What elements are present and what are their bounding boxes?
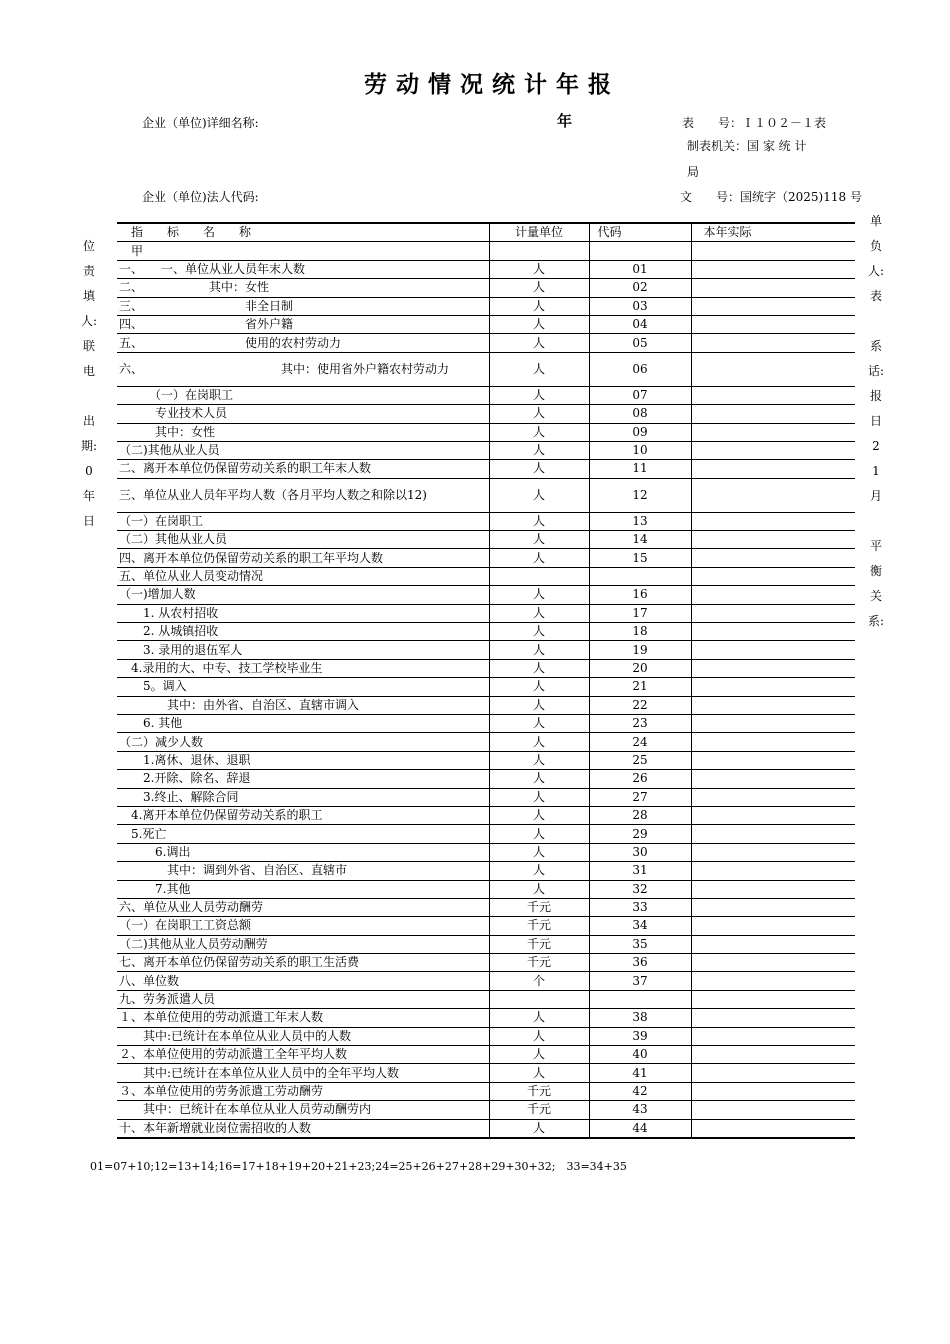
unit-cell: 人 [489,423,589,441]
actual-value-cell[interactable] [691,315,855,333]
indicator-name: 三、单位从业人员年平均人数（各月平均人数之和除以12) [117,478,489,512]
actual-value-cell[interactable] [691,260,855,278]
table-row [117,549,855,567]
actual-value-cell[interactable] [691,297,855,315]
left-margin-char: 填 [82,289,95,303]
indicator-name: 七、离开本单位仍保留劳动关系的职工生活费 [117,954,489,972]
actual-value-cell[interactable] [691,770,855,788]
code-cell: 41 [589,1064,691,1082]
actual-value-cell[interactable] [691,917,855,935]
table-row [117,604,855,622]
code-cell: 19 [589,641,691,659]
code-cell: 42 [589,1082,691,1100]
table-row [117,315,855,333]
actual-value-cell[interactable] [691,714,855,732]
unit-cell: 人 [489,751,589,769]
code-cell: 08 [589,405,691,423]
code-cell: 27 [589,788,691,806]
code-cell: 22 [589,696,691,714]
table-row [117,423,855,441]
actual-value-cell[interactable] [691,751,855,769]
actual-value-cell[interactable] [691,1064,855,1082]
unit-cell: 人 [489,531,589,549]
indicator-name: 二、离开本单位仍保留劳动关系的职工年末人数 [117,460,489,478]
unit-cell: 人 [489,1027,589,1045]
indicator-name: 5.死亡 [117,825,489,843]
code-cell: 02 [589,279,691,297]
code-cell: 04 [589,315,691,333]
table-row [117,1064,855,1082]
left-margin-column [77,234,101,534]
code-cell: 25 [589,751,691,769]
actual-value-cell[interactable] [691,1101,855,1119]
actual-value-cell[interactable] [691,549,855,567]
actual-value-cell[interactable] [691,862,855,880]
table-row [117,917,855,935]
actual-value-cell[interactable] [691,990,855,1008]
right-margin-char: 1 [872,464,880,478]
balance-formula: 01=07+10;12=13+14;16=17+18+19+20+21+23;24=25+26+27+28+29+30+32; 33=34+35 [90,1160,627,1173]
right-margin-char: 2 [872,439,880,453]
actual-value-cell[interactable] [691,898,855,916]
indicator-name: 专业技术人员 [117,405,489,423]
left-margin-char: 年 [82,489,95,503]
unit-cell: 人 [489,862,589,880]
unit-cell: 人 [489,696,589,714]
authority-label: 制表机关：国 家 统 计 [687,139,807,153]
code-cell: 15 [589,549,691,567]
actual-value-cell[interactable] [691,567,855,585]
actual-value-cell[interactable] [691,1119,855,1138]
code-cell: 06 [589,352,691,386]
indicator-name: 4.录用的大、中专、技工学校毕业生 [117,659,489,677]
unit-cell: 人 [489,825,589,843]
right-margin-char [864,309,888,334]
column-header-code: 代码 [589,223,691,242]
table-row [117,990,855,1008]
indicator-name: 4.离开本单位仍保留劳动关系的职工 [117,806,489,824]
table-row [117,806,855,824]
table-row [117,1082,855,1100]
unit-cell: 人 [489,1046,589,1064]
right-margin-char: 话: [867,364,885,378]
right-margin-char [864,509,888,534]
actual-value-cell[interactable] [691,1027,855,1045]
actual-value-cell[interactable] [691,441,855,459]
table-row [117,696,855,714]
indicator-name: （二）其他从业人员 [117,531,489,549]
unit-cell: 人 [489,788,589,806]
indicator-name: 十、本年新增就业岗位需招收的人数 [117,1119,489,1138]
table-row [117,825,855,843]
code-cell: 40 [589,1046,691,1064]
indicator-name: ３、本单位使用的劳务派遣工劳动酬劳 [117,1082,489,1100]
table-row [117,862,855,880]
code-cell: 21 [589,678,691,696]
actual-value-cell[interactable] [691,733,855,751]
indicator-name: 其中：已统计在本单位从业人员劳动酬劳内 [117,1101,489,1119]
column-header-name: 指 标 名 称 [117,223,489,242]
indicator-name: （一）在岗职工 [117,386,489,404]
unit-cell: 人 [489,260,589,278]
unit-cell: 千元 [489,954,589,972]
table-row [117,478,855,512]
indicator-name: 3. 录用的退伍军人 [117,641,489,659]
table-row [117,733,855,751]
unit-cell: 千元 [489,1082,589,1100]
table-row [117,880,855,898]
code-cell: 36 [589,954,691,972]
unit-cell: 人 [489,623,589,641]
table-row [117,1027,855,1045]
actual-value-cell[interactable] [691,512,855,530]
unit-cell: 人 [489,1009,589,1027]
indicator-name: 四、离开本单位仍保留劳动关系的职工年平均人数 [117,549,489,567]
indicator-name: 7.其他 [117,880,489,898]
code-cell: 44 [589,1119,691,1138]
indicator-name: 二、 其中：女性 [117,279,489,297]
actual-value-cell[interactable] [691,478,855,512]
right-margin-char: 月 [869,489,882,503]
table-row [117,512,855,530]
code-cell: 01 [589,260,691,278]
indicator-name: 1. 从农村招收 [117,604,489,622]
left-margin-char: 期: [80,439,98,453]
unit-cell: 人 [489,1119,589,1138]
code-cell: 33 [589,898,691,916]
code-cell: 16 [589,586,691,604]
actual-value-cell[interactable] [691,972,855,990]
unit-cell: 人 [489,659,589,677]
unit-cell: 人 [489,806,589,824]
actual-value-cell[interactable] [691,843,855,861]
table-row [117,1119,855,1138]
unit-cell: 个 [489,972,589,990]
code-cell: 10 [589,441,691,459]
indicator-name: 其中:已统计在本单位从业人员中的人数 [117,1027,489,1045]
actual-value-cell[interactable] [691,623,855,641]
code-cell: 09 [589,423,691,441]
table-row [117,659,855,677]
table-row [117,1009,855,1027]
table-subheader-row [117,242,855,260]
code-cell: 30 [589,843,691,861]
indicator-name: （二）减少人数 [117,733,489,751]
indicator-name: 6.调出 [117,843,489,861]
left-margin-char [77,384,101,409]
table-row [117,623,855,641]
right-margin-char: 系 [869,339,882,353]
indicator-name: （二)其他从业人员劳动酬劳 [117,935,489,953]
table-row [117,405,855,423]
indicator-name: 6. 其他 [117,714,489,732]
unit-cell: 千元 [489,935,589,953]
table-row [117,279,855,297]
authority-label-cont: 局 [687,165,700,179]
year-label: 年 [557,112,573,130]
right-margin-char: 系: [867,614,885,628]
code-cell [589,567,691,585]
left-margin-char: 人: [80,314,98,328]
actual-value-cell[interactable] [691,1009,855,1027]
report-table [117,222,855,1139]
table-row [117,297,855,315]
left-margin-char: 0 [85,464,93,478]
column-header-actual: 本年实际 [691,223,855,242]
unit-cell: 人 [489,386,589,404]
actual-value-cell[interactable] [691,423,855,441]
table-row [117,714,855,732]
table-row [117,386,855,404]
actual-value-cell[interactable] [691,279,855,297]
actual-value-cell[interactable] [691,788,855,806]
right-margin-char: 负 [869,239,882,253]
actual-value-cell[interactable] [691,954,855,972]
unit-cell: 人 [489,880,589,898]
unit-cell: 人 [489,352,589,386]
right-margin-char: 人: [867,264,885,278]
code-cell: 11 [589,460,691,478]
left-margin-char: 日 [82,514,95,528]
actual-value-cell[interactable] [691,531,855,549]
indicator-name: 六、 其中：使用省外户籍农村劳动力 [117,352,489,386]
code-cell: 38 [589,1009,691,1027]
indicator-name: 九、劳务派遣人员 [117,990,489,1008]
code-cell: 31 [589,862,691,880]
indicator-name: 其中：女性 [117,423,489,441]
table-header-row [117,223,855,242]
code-cell: 07 [589,386,691,404]
indicator-name: 其中：由外省、自治区、直辖市调入 [117,696,489,714]
actual-value-cell[interactable] [691,334,855,352]
unit-cell: 人 [489,297,589,315]
left-margin-char: 电 [82,364,95,378]
indicator-name: 2. 从城镇招收 [117,623,489,641]
indicator-name: （一）在岗职工工资总额 [117,917,489,935]
document-number-label: 文 号：国统字（2025)118 号 [680,190,862,204]
code-cell: 37 [589,972,691,990]
legal-code-label: 企业（单位)法人代码: [142,190,259,204]
code-cell [589,990,691,1008]
unit-cell: 人 [489,586,589,604]
code-cell: 29 [589,825,691,843]
actual-value-cell[interactable] [691,386,855,404]
indicator-name: 六、单位从业人员劳动酬劳 [117,898,489,916]
table-row [117,567,855,585]
code-cell: 13 [589,512,691,530]
table-row [117,935,855,953]
actual-value-cell[interactable] [691,1046,855,1064]
right-margin-char: 日 [869,414,882,428]
table-row [117,334,855,352]
actual-value-cell[interactable] [691,696,855,714]
indicator-name: 1.离休、退休、退职 [117,751,489,769]
unit-cell: 人 [489,279,589,297]
right-margin-char: 平 [869,539,882,553]
unit-cell: 千元 [489,1101,589,1119]
code-cell: 17 [589,604,691,622]
table-row [117,641,855,659]
right-margin-char: 报 [869,389,882,403]
table-row [117,678,855,696]
unit-cell [489,567,589,585]
indicator-name: ２、本单位使用的劳动派遣工全年平均人数 [117,1046,489,1064]
actual-value-cell[interactable] [691,659,855,677]
unit-cell [489,990,589,1008]
actual-value-cell[interactable] [691,352,855,386]
unit-cell: 人 [489,512,589,530]
code-cell: 28 [589,806,691,824]
code-cell: 23 [589,714,691,732]
code-cell: 18 [589,623,691,641]
code-cell: 12 [589,478,691,512]
actual-value-cell[interactable] [691,935,855,953]
unit-cell: 人 [489,441,589,459]
indicator-name: 一、 一、单位从业人员年末人数 [117,260,489,278]
code-cell: 35 [589,935,691,953]
left-margin-char: 责 [82,264,95,278]
unit-name-label: 企业（单位)详细名称: [142,116,259,130]
code-cell: 43 [589,1101,691,1119]
unit-cell: 人 [489,604,589,622]
code-cell: 26 [589,770,691,788]
unit-cell: 千元 [489,917,589,935]
indicator-name: １、本单位使用的劳动派遣工年末人数 [117,1009,489,1027]
unit-cell: 人 [489,641,589,659]
code-cell: 14 [589,531,691,549]
indicator-name: 3.终止、解除合同 [117,788,489,806]
left-margin-char: 出 [82,414,95,428]
right-margin-char: 衡 [869,564,882,578]
indicator-name: （一)增加人数 [117,586,489,604]
actual-value-cell[interactable] [691,586,855,604]
unit-cell: 人 [489,334,589,352]
table-row [117,770,855,788]
actual-value-cell[interactable] [691,641,855,659]
table-row [117,972,855,990]
actual-value-cell[interactable] [691,1082,855,1100]
column-header-unit: 计量单位 [489,223,589,242]
table-row [117,954,855,972]
right-margin-column [864,209,888,634]
unit-cell: 人 [489,733,589,751]
actual-value-cell[interactable] [691,825,855,843]
table-row [117,352,855,386]
actual-value-cell[interactable] [691,880,855,898]
indicator-name: （二)其他从业人员 [117,441,489,459]
table-row [117,586,855,604]
table-row [117,751,855,769]
left-margin-char: 位 [82,239,95,253]
unit-cell: 千元 [489,898,589,916]
right-margin-char: 关 [869,589,882,603]
unit-cell: 人 [489,478,589,512]
table-row [117,460,855,478]
actual-value-cell[interactable] [691,678,855,696]
indicator-name: 其中：调到外省、自治区、直辖市 [117,862,489,880]
indicator-name: 四、 省外户籍 [117,315,489,333]
code-cell: 32 [589,880,691,898]
indicator-name: （一）在岗职工 [117,512,489,530]
unit-cell: 人 [489,405,589,423]
table-row [117,531,855,549]
actual-value-cell[interactable] [691,405,855,423]
code-cell: 05 [589,334,691,352]
actual-value-cell[interactable] [691,806,855,824]
right-margin-char: 表 [869,289,882,303]
left-margin-char: 联 [82,339,95,353]
indicator-name: 5。调入 [117,678,489,696]
indicator-name: 三、 非全日制 [117,297,489,315]
code-cell: 39 [589,1027,691,1045]
code-cell: 03 [589,297,691,315]
right-margin-char: 单 [869,214,882,228]
indicator-name: 五、单位从业人员变动情况 [117,567,489,585]
unit-cell: 人 [489,678,589,696]
indicator-name: 其中:已统计在本单位从业人员中的全年平均人数 [117,1064,489,1082]
actual-value-cell[interactable] [691,460,855,478]
unit-cell: 人 [489,315,589,333]
actual-value-cell[interactable] [691,604,855,622]
unit-cell: 人 [489,714,589,732]
unit-cell: 人 [489,843,589,861]
table-row [117,788,855,806]
table-row [117,898,855,916]
code-cell: 20 [589,659,691,677]
code-cell: 34 [589,917,691,935]
table-row [117,1101,855,1119]
subheader-label: 甲 [117,242,489,260]
unit-cell: 人 [489,770,589,788]
unit-cell: 人 [489,1064,589,1082]
table-row [117,441,855,459]
indicator-name: 2.开除、除名、辞退 [117,770,489,788]
table-row [117,843,855,861]
table-row [117,260,855,278]
form-number-label: 表 号：Ｉ１０２－１表 [682,116,827,130]
unit-cell: 人 [489,549,589,567]
indicator-name: 五、 使用的农村劳动力 [117,334,489,352]
page-title: 劳动情况统计年报 [364,72,620,98]
indicator-name: 八、单位数 [117,972,489,990]
code-cell: 24 [589,733,691,751]
unit-cell: 人 [489,460,589,478]
table-row [117,1046,855,1064]
